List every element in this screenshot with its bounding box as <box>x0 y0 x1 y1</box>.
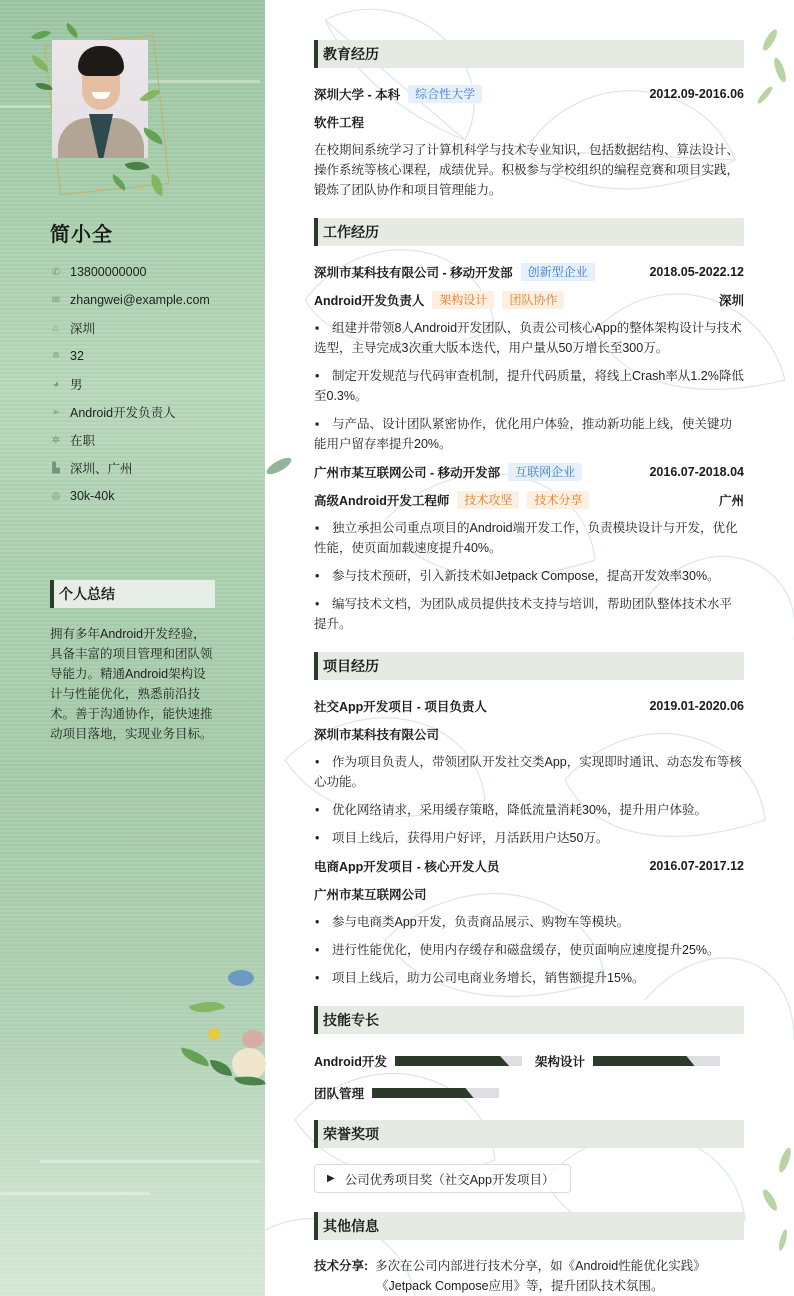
skill-team-management: 团队管理 <box>314 1084 499 1102</box>
list-item: • 参与技术预研，引入新技术如Jetpack Compose，提高开发效率30%。 <box>315 569 720 583</box>
project-company: 深圳市某科技有限公司 <box>314 728 440 742</box>
contact-position: ➢ Android开发负责人 <box>51 406 176 420</box>
skill-android: Android开发 <box>314 1052 522 1070</box>
section-title-projects: 项目经历 <box>314 652 744 680</box>
send-icon: ➢ <box>51 406 61 418</box>
section-title-education: 教育经历 <box>314 40 744 68</box>
other-label: 技术分享: <box>314 1259 369 1273</box>
contact-list <box>50 258 210 510</box>
main-content <box>265 0 794 1296</box>
education-major-row <box>314 112 744 132</box>
contact-email: ✉ zhangwei@example.com <box>51 293 210 307</box>
gender-icon: ◕ <box>52 378 60 390</box>
contact-phone: ✆ 13800000000 <box>51 265 147 279</box>
work-date: 2016.07-2018.04 <box>649 465 744 479</box>
triangle-right-icon: ▶ <box>327 1173 335 1184</box>
project-bullets <box>314 912 744 996</box>
work-city: 深圳 <box>718 294 744 308</box>
age-icon: ≘ <box>51 350 61 362</box>
role: Android开发负责人 <box>314 294 425 308</box>
project-name: 电商App开发项目 - 核心开发人员 <box>314 860 500 874</box>
project-company: 广州市某互联网公司 <box>314 888 427 902</box>
education-date: 2012.09-2016.06 <box>649 87 744 101</box>
role: 高级Android开发工程师 <box>314 494 450 508</box>
contact-target-city: ▙ 深圳、广州 <box>50 454 210 482</box>
list-item: • 进行性能优化，使用内存缓存和磁盘缓存，使页面响应速度提升25%。 <box>315 943 720 957</box>
skill-bar-fill <box>395 1056 509 1066</box>
project-date: 2019.01-2020.06 <box>649 699 744 713</box>
contact-age: ≘ 32 <box>51 349 84 363</box>
work-item-role <box>314 490 744 510</box>
list-item: • 制定开发规范与代码审查机制，提升代码质量，将线上Crash率从1.2%降低至0.3%。 <box>314 369 744 403</box>
summary-title: 个人总结 <box>50 580 215 608</box>
role-tag: 团队协作 <box>502 291 564 309</box>
skill-bar-fill <box>593 1056 695 1066</box>
city-icon: ▙ <box>52 462 60 474</box>
work-item-header <box>314 262 744 282</box>
work-item-role <box>314 290 744 310</box>
other-info: 技术分享: 多次在公司内部进行技术分享，如《Android性能优化实践》 《Jetpack Compose应用》等，提升团队技术氛围。 <box>314 1259 706 1293</box>
watercolor-streak <box>40 1160 260 1163</box>
contact-status: ✲ 在职 <box>51 434 96 448</box>
work-bullets <box>314 518 744 642</box>
avatar-frame <box>30 20 170 195</box>
skill-architecture: 架构设计 <box>535 1052 720 1070</box>
role-tag: 架构设计 <box>432 291 494 309</box>
list-item: ▪ 与产品、设计团队紧密协作，优化用户体验，推动新功能上线，使关键功能用户留存率提升20%。 <box>314 417 733 451</box>
list-item: ▪ 独立承担公司重点项目的Android端开发工作，负责模块设计与开发，优化性能，使页面加载速度提升40%。 <box>314 521 738 555</box>
work-city: 广州 <box>718 494 744 508</box>
skill-bar <box>593 1056 720 1066</box>
skill-bar-fill <box>372 1088 474 1098</box>
project-company-row <box>314 884 744 904</box>
project-bullets <box>314 752 744 856</box>
company-name: 深圳市某科技有限公司 - 移动开发部 <box>314 266 513 280</box>
flower-decoration <box>180 930 265 1088</box>
education-description: 在校期间系统学习了计算机科学与技术专业知识，包括数据结构、算法设计、操作系统等核心课程，成绩优异。积极参与学校组织的编程竞赛和项目实践，锻炼了团队协作和项目管理能力。 <box>314 143 740 197</box>
project-header <box>314 696 744 716</box>
list-item: ▪ 组建并带领8人Android开发团队，负责公司核心App的整体架构设计与技术选型，主导完成3次重大版本迭代，用户量从50万增长至300万。 <box>314 321 742 355</box>
avatar <box>52 40 148 158</box>
section-title-skills: 技能专长 <box>314 1006 744 1034</box>
section-title-honors: 荣誉奖项 <box>314 1120 744 1148</box>
list-item: • 优化网络请求，采用缓存策略，降低流量消耗30%，提升用户体验。 <box>315 803 708 817</box>
status-icon: ✲ <box>51 434 61 446</box>
salary-icon: ◎ <box>51 490 61 502</box>
list-item: • 参与电商类App开发，负责商品展示、购物车等模块。 <box>315 915 630 929</box>
contact-salary: ◎ 30k-40k <box>51 489 115 503</box>
school-tag: 综合性大学 <box>408 85 482 103</box>
list-item: • 项目上线后，助力公司电商业务增长，销售额提升15%。 <box>315 971 645 985</box>
skill-bar <box>395 1056 522 1066</box>
major: 软件工程 <box>314 116 365 130</box>
summary-text: 拥有多年Android开发经验，具备丰富的项目管理和团队领导能力。精通Android架构设计与性能优化，熟悉前沿技术。善于沟通协作，能快速推动项目落地，实现业务目标。 <box>50 627 213 741</box>
company-tag: 互联网企业 <box>508 463 582 481</box>
role-tag: 技术攻坚 <box>457 491 519 509</box>
role-tag: 技术分享 <box>527 491 589 509</box>
section-title-work: 工作经历 <box>314 218 744 246</box>
project-name: 社交App开发项目 - 项目负责人 <box>314 700 487 714</box>
contact-location: ⌂ 深圳 <box>50 314 210 342</box>
leaf-icon <box>63 23 81 39</box>
project-company-row <box>314 724 744 744</box>
watercolor-streak <box>0 1192 150 1195</box>
project-date: 2016.07-2017.12 <box>649 859 744 873</box>
phone-icon: ✆ <box>51 266 61 278</box>
work-item-header <box>314 462 744 482</box>
skill-bar <box>372 1088 499 1098</box>
contact-gender: ◕ 男 <box>50 370 210 398</box>
education-header <box>314 84 744 104</box>
work-date: 2018.05-2022.12 <box>649 265 744 279</box>
list-item: • 项目上线后，获得用户好评，月活跃用户达50万。 <box>315 831 609 845</box>
list-item: • 作为项目负责人，带领团队开发社交类App，实现即时通讯、动态发布等核心功能。 <box>314 755 742 789</box>
school-name: 深圳大学 - 本科 <box>314 88 401 102</box>
project-header <box>314 856 744 876</box>
work-bullets <box>314 318 744 462</box>
list-item: • 编写技术文档，为团队成员提供技术支持与培训，帮助团队整体技术水平提升。 <box>314 597 733 631</box>
company-tag: 创新型企业 <box>521 263 595 281</box>
sidebar <box>0 0 265 1296</box>
profile-name: 简小全 <box>50 224 113 246</box>
section-title-other: 其他信息 <box>314 1212 744 1240</box>
mail-icon: ✉ <box>51 294 61 306</box>
award-item[interactable]: ▶ 公司优秀项目奖（社交App开发项目） <box>314 1164 571 1193</box>
company-name: 广州市某互联网公司 - 移动开发部 <box>314 466 501 480</box>
home-icon: ⌂ <box>52 322 60 334</box>
leaf-icon <box>31 25 51 44</box>
